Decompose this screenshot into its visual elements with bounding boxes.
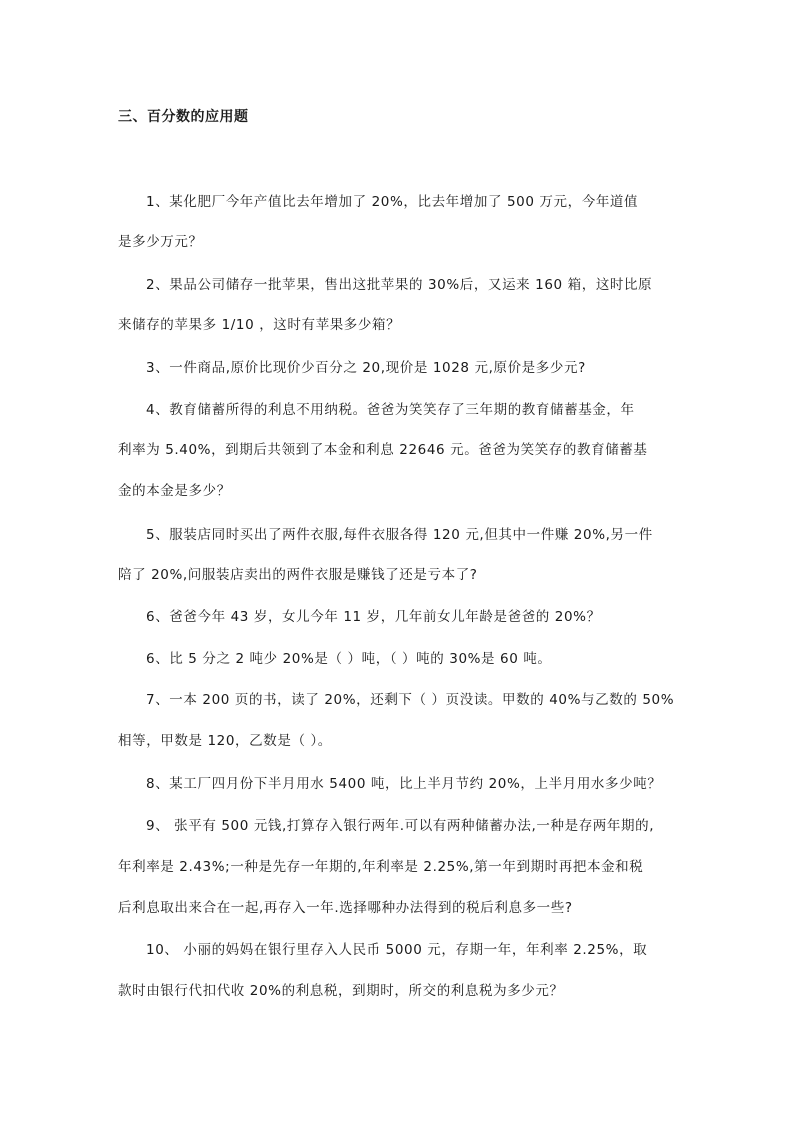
problem-4-line-3: 金的本金是多少？ bbox=[118, 483, 231, 499]
problem-4-line-1: 4、教育储蓄所得的利息不用纳税。爸爸为笑笑存了三年期的教育储蓄基金，年 bbox=[146, 402, 635, 418]
problem-10-line-2: 款时由银行代扣代收 20%的利息税，到期时，所交的利息税为多少元？ bbox=[118, 983, 564, 999]
problem-5-line-2: 陪了 20%,问服装店卖出的两件衣服是赚钱了还是亏本了? bbox=[118, 567, 478, 583]
problem-6a-line-1: 6、爸爸今年 43 岁，女儿今年 11 岁，几年前女儿年龄是爸爸的 20%？ bbox=[146, 609, 601, 625]
problem-1-line-1: 1、某化肥厂今年产值比去年增加了 20%，比去年增加了 500 万元，今年道值 bbox=[146, 194, 639, 210]
problem-7-line-2: 相等，甲数是 120，乙数是（ ）。 bbox=[118, 733, 332, 749]
problem-6b-line-1: 6、比 5 分之 2 吨少 20%是（ ）吨，（ ）吨的 30%是 60 吨。 bbox=[146, 651, 552, 667]
problem-2-line-2: 来储存的苹果多 1/10 ，这时有苹果多少箱？ bbox=[118, 317, 401, 333]
problem-5-line-1: 5、服装店同时买出了两件衣服,每件衣服各得 120 元,但其中一件赚 20%,另一件 bbox=[146, 527, 653, 543]
problem-9-line-2: 年利率是 2.43%;一种是先存一年期的,年利率是 2.25%,第一年到期时再把本金和税 bbox=[118, 859, 644, 875]
problem-9-line-1: 9、 张平有 500 元钱,打算存入银行两年.可以有两种储蓄办法,一种是存两年期的, bbox=[146, 818, 655, 834]
problem-10-line-1: 10、 小丽的妈妈在银行里存入人民币 5000 元，存期一年，年利率 2.25%，取 bbox=[146, 942, 648, 958]
problem-1-line-2: 是多少万元？ bbox=[118, 234, 203, 250]
section-heading: 三、百分数的应用题 bbox=[118, 109, 249, 125]
problem-9-line-3: 后利息取出来合在一起,再存入一年.选择哪种办法得到的税后利息多一些? bbox=[118, 900, 573, 916]
problem-2-line-1: 2、果品公司储存一批苹果，售出这批苹果的 30%后，又运来 160 箱，这时比原 bbox=[146, 277, 653, 293]
problem-7-line-1: 7、一本 200 页的书，读了 20%，还剩下（ ）页没读。甲数的 40%与乙数的 50% bbox=[146, 692, 675, 708]
problem-8-line-1: 8、某工厂四月份下半月用水 5400 吨，比上半月节约 20%，上半月用水多少吨？ bbox=[146, 776, 662, 792]
problem-4-line-2: 利率为 5.40%，到期后共领到了本金和利息 22646 元。爸爸为笑笑存的教育储蓄基 bbox=[118, 442, 648, 458]
problem-3-line-1: 3、一件商品,原价比现价少百分之 20,现价是 1028 元,原价是多少元? bbox=[146, 360, 586, 376]
